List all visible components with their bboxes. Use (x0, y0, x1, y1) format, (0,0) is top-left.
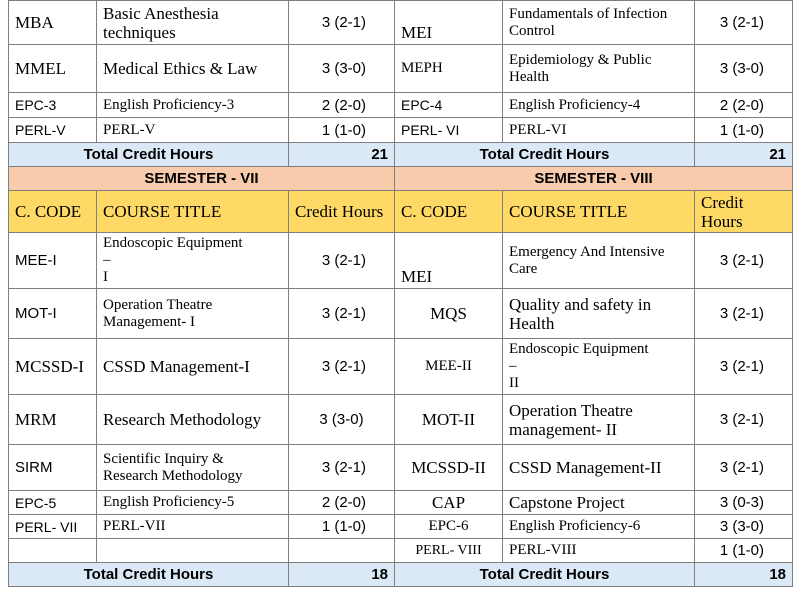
course-title: Operation Theatre Management- I (97, 289, 289, 339)
credit-hours: 3 (2-1) (289, 233, 395, 289)
course-code: MRM (9, 395, 97, 445)
credit-hours: 3 (2-1) (289, 339, 395, 395)
course-title: Capstone Project (503, 491, 695, 515)
credit-hours: 3 (3-0) (289, 45, 395, 93)
course-code: PERL- VI (395, 118, 503, 143)
credit-hours: 1 (1-0) (289, 118, 395, 143)
course-code: EPC-6 (395, 515, 503, 539)
course-title: Quality and safety in Health (503, 289, 695, 339)
course-title: PERL-V (97, 118, 289, 143)
credit-hours: 3 (2-1) (695, 395, 793, 445)
course-code: MCSSD-I (9, 339, 97, 395)
course-title: Epidemiology & Public Health (503, 45, 695, 93)
semester-vii-heading: SEMESTER - VII (9, 167, 395, 191)
table-row (9, 118, 793, 143)
table-row (9, 539, 793, 563)
total-label: Total Credit Hours (9, 563, 289, 587)
course-code: MMEL (9, 45, 97, 93)
header-course-code: C. CODE (9, 191, 97, 233)
credit-hours: 3 (2-1) (695, 233, 793, 289)
course-title: PERL-VI (503, 118, 695, 143)
table-row (9, 289, 793, 339)
credit-hours: 2 (2-0) (289, 93, 395, 118)
course-title: English Proficiency-5 (97, 491, 289, 515)
course-code: EPC-3 (9, 93, 97, 118)
course-title-line: – (103, 252, 111, 268)
total-label: Total Credit Hours (395, 563, 695, 587)
table-row (9, 515, 793, 539)
course-code: PERL-V (9, 118, 97, 143)
credit-hours: 3 (2-1) (289, 445, 395, 491)
course-title: CSSD Management-I (97, 339, 289, 395)
credit-hours: 1 (1-0) (695, 118, 793, 143)
course-title-line: – (509, 358, 517, 374)
course-title: Basic Anesthesia techniques (97, 1, 289, 45)
course-code: MEE-II (395, 339, 503, 395)
course-code: MEPH (395, 45, 503, 93)
course-code: EPC-5 (9, 491, 97, 515)
table-row (9, 233, 793, 289)
course-title: English Proficiency-6 (503, 515, 695, 539)
credit-hours: 3 (3-0) (695, 515, 793, 539)
course-code: MEE-I (9, 233, 97, 289)
credit-hours: 3 (3-0) (695, 45, 793, 93)
course-title: CSSD Management-II (503, 445, 695, 491)
header-course-code: C. CODE (395, 191, 503, 233)
credit-hours: 3 (3-0) (289, 395, 395, 445)
table-row (9, 395, 793, 445)
credit-hours: 1 (1-0) (695, 539, 793, 563)
course-code: PERL- VII (9, 515, 97, 539)
course-title: English Proficiency-4 (503, 93, 695, 118)
total-value: 21 (289, 143, 395, 167)
course-code: MCSSD-II (395, 445, 503, 491)
course-code: PERL- VIII (395, 539, 503, 563)
course-title: PERL-VIII (503, 539, 695, 563)
header-course-title: COURSE TITLE (503, 191, 695, 233)
course-title: Fundamentals of Infection Control (503, 1, 695, 45)
course-code: MEI (395, 233, 503, 289)
total-value: 18 (289, 563, 395, 587)
header-credit-hours: Credit Hours (289, 191, 395, 233)
total-label: Total Credit Hours (9, 143, 289, 167)
semester-row (9, 167, 793, 191)
table-row (9, 1, 793, 45)
course-title-line: Endoscopic Equipment (103, 235, 243, 251)
course-title: PERL-VII (97, 515, 289, 539)
total-row (9, 143, 793, 167)
course-code: MBA (9, 1, 97, 45)
credit-hours: 2 (2-0) (289, 491, 395, 515)
course-title (97, 539, 289, 563)
credit-hours: 2 (2-0) (695, 93, 793, 118)
course-title-line: I (103, 269, 108, 285)
course-code: SIRM (9, 445, 97, 491)
table-row (9, 93, 793, 118)
credit-hours: 3 (2-1) (695, 445, 793, 491)
course-title: English Proficiency-3 (97, 93, 289, 118)
course-title (503, 339, 695, 395)
header-row (9, 191, 793, 233)
curriculum-table (8, 0, 793, 587)
semester-viii-heading: SEMESTER - VIII (395, 167, 793, 191)
header-credit-hours: Credit Hours (695, 191, 793, 233)
credit-hours: 1 (1-0) (289, 515, 395, 539)
credit-hours: 3 (2-1) (289, 289, 395, 339)
credit-hours: 3 (2-1) (695, 289, 793, 339)
credit-hours: 3 (2-1) (695, 1, 793, 45)
total-row (9, 563, 793, 587)
course-title: Scientific Inquiry & Research Methodology (97, 445, 289, 491)
course-code: MEI (395, 1, 503, 45)
course-code: EPC-4 (395, 93, 503, 118)
course-code: MQS (395, 289, 503, 339)
course-title: Emergency And Intensive Care (503, 233, 695, 289)
header-course-title: COURSE TITLE (97, 191, 289, 233)
credit-hours: 3 (0-3) (695, 491, 793, 515)
table-row (9, 45, 793, 93)
course-title: Research Methodology (97, 395, 289, 445)
course-code: CAP (395, 491, 503, 515)
table-row (9, 491, 793, 515)
credit-hours: 3 (2-1) (289, 1, 395, 45)
course-code: MOT-II (395, 395, 503, 445)
course-title-line: II (509, 375, 519, 391)
total-value: 21 (695, 143, 793, 167)
total-value: 18 (695, 563, 793, 587)
course-title-line: Endoscopic Equipment (509, 341, 649, 357)
table-row (9, 445, 793, 491)
course-title: Operation Theatre management- II (503, 395, 695, 445)
course-code: MOT-I (9, 289, 97, 339)
course-title (97, 233, 289, 289)
table-row (9, 339, 793, 395)
credit-hours (289, 539, 395, 563)
course-code (9, 539, 97, 563)
credit-hours: 3 (2-1) (695, 339, 793, 395)
total-label: Total Credit Hours (395, 143, 695, 167)
course-title: Medical Ethics & Law (97, 45, 289, 93)
